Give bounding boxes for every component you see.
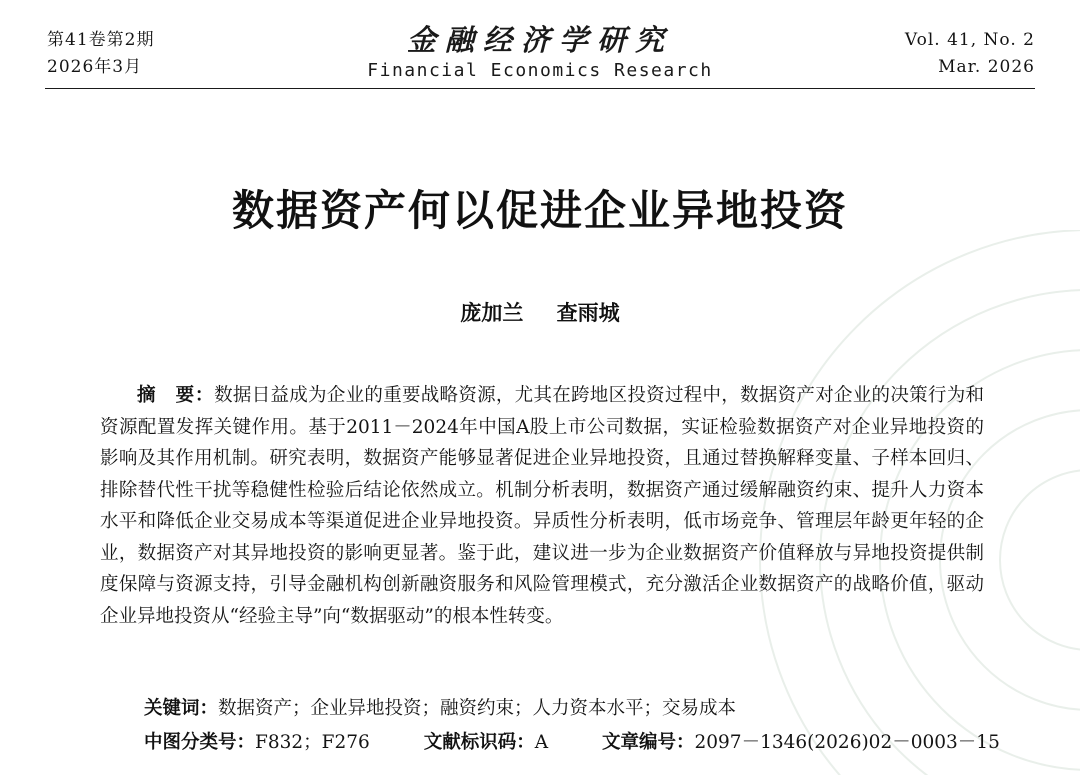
journal-name: [45, 22, 1035, 84]
clc-number: [144, 732, 370, 753]
header-divider: [45, 88, 1035, 89]
journal-title-cn: 金融经济学研究: [406, 23, 673, 57]
volume-issue-en: Vol. 41, No. 2: [904, 30, 1035, 50]
article-number: [602, 732, 1000, 753]
clc-value: F832；F276: [255, 732, 370, 753]
keywords-text: 数据资产；企业异地投资；融资约束；人力资本水平；交易成本: [218, 698, 737, 719]
document-code-value: A: [534, 732, 549, 753]
abstract-text: 数据日益成为企业的重要战略资源，尤其在跨地区投资过程中，数据资产对企业的决策行为和资源配置发挥关键作用。基于2011－2024年中国A股上市公司数据，实证检验数据资产对企业异地投资的影响及其作用机制。研究表明，数据资产能够显著促进企业异地投资，且通过替换解释变量、子样本回归、排除替代性干扰等稳健性检验后结论依然成立。机制分析表明，数据资产通过缓解融资约束、提升人力资本水平和降低企业交易成本等渠道促进企业异地投资。异质性分析表明，低市场竞争、管理层年龄更年轻的企业，数据资产对其异地投资的影响更显著。鉴于此，建议进一步为企业数据资产价值释放与异地投资提供制度保障与资源支持，引导金融机构创新融资服务和风险管理模式，充分激活企业数据资产的战略价值，驱动企业异地投资从“经验主导”向“数据驱动”的根本性转变。: [100, 385, 984, 627]
abstract: [100, 380, 984, 632]
article-number-label: 文章编号：: [601, 732, 695, 753]
article-title: 数据资产何以促进企业异地投资: [231, 186, 848, 235]
keywords-label: 关键词：: [144, 698, 219, 719]
classification-line: [144, 728, 1000, 758]
author-name: 查雨城: [556, 301, 620, 325]
article-number-value: 2097－1346(2026)02－0003－15: [694, 732, 1000, 753]
header-right: [905, 27, 1035, 81]
journal-title-en: Financial Economics Research: [367, 60, 713, 81]
document-code-label: 文献标识码：: [423, 732, 535, 753]
publication-date-cn: 2026年3月: [47, 57, 143, 77]
publication-date-en: Mar. 2026: [938, 57, 1035, 77]
document-code: [424, 732, 548, 753]
author-name: 庞加兰: [460, 301, 524, 325]
author-list: [0, 298, 1080, 328]
keywords-line: [144, 694, 736, 724]
clc-label: 中图分类号：: [144, 732, 256, 753]
abstract-label: 摘 要：: [137, 385, 215, 406]
volume-issue: 第41卷第2期: [47, 30, 155, 50]
journal-header: [45, 22, 1035, 88]
